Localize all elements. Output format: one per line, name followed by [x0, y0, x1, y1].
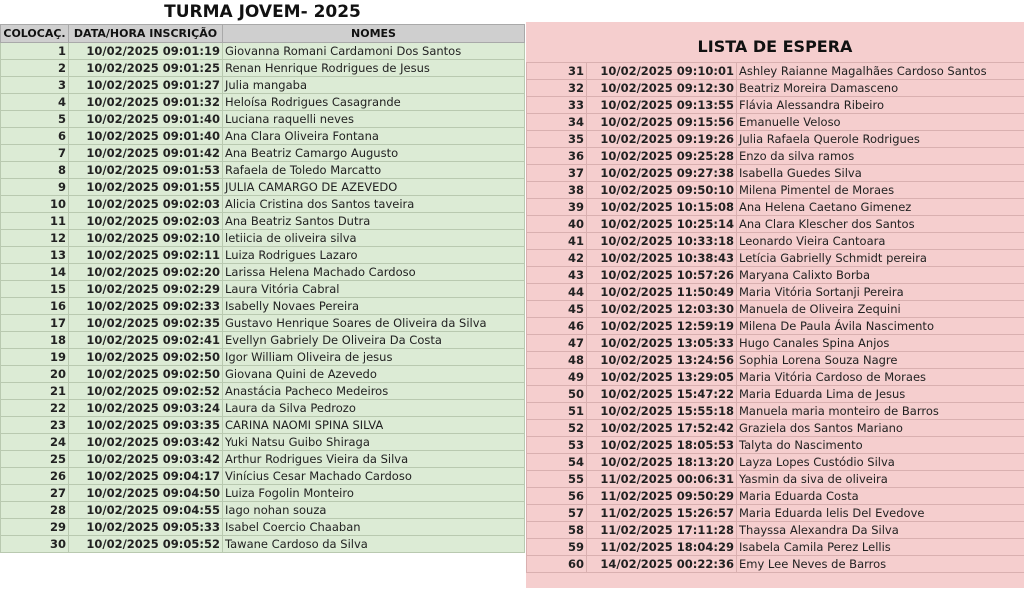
rank-cell: 46	[527, 318, 587, 335]
table-row	[527, 284, 1024, 301]
name-cell: Ana Beatriz Camargo Augusto	[223, 145, 525, 162]
datetime-cell: 10/02/2025 09:12:30	[587, 80, 737, 97]
rank-cell: 6	[1, 128, 69, 145]
name-cell: Ana Clara Oliveira Fontana	[223, 128, 525, 145]
rank-cell: 29	[1, 519, 69, 536]
table-row	[527, 182, 1024, 199]
datetime-cell: 10/02/2025 09:01:40	[69, 111, 223, 128]
rank-cell: 24	[1, 434, 69, 451]
table-row	[527, 454, 1024, 471]
name-cell: Arthur Rodrigues Vieira da Silva	[223, 451, 525, 468]
rank-cell: 14	[1, 264, 69, 281]
rank-cell: 15	[1, 281, 69, 298]
table-row	[527, 318, 1024, 335]
page-title: TURMA JOVEM- 2025	[164, 2, 361, 22]
datetime-cell: 10/02/2025 09:27:38	[587, 165, 737, 182]
name-cell: Heloísa Rodrigues Casagrande	[223, 94, 525, 111]
name-cell: Rafaela de Toledo Marcatto	[223, 162, 525, 179]
rank-cell: 45	[527, 301, 587, 318]
rank-cell: 25	[1, 451, 69, 468]
name-cell: Talyta do Nascimento	[737, 437, 1024, 454]
name-cell: Julia mangaba	[223, 77, 525, 94]
datetime-cell: 10/02/2025 09:02:11	[69, 247, 223, 264]
table-row	[527, 80, 1024, 97]
datetime-cell: 10/02/2025 10:57:26	[587, 267, 737, 284]
datetime-cell: 10/02/2025 09:02:10	[69, 230, 223, 247]
name-cell: Emanuelle Veloso	[737, 114, 1024, 131]
datetime-cell: 10/02/2025 09:01:40	[69, 128, 223, 145]
rank-cell: 17	[1, 315, 69, 332]
rank-header: COLOCAÇ.	[1, 25, 69, 43]
name-cell: Beatriz Moreira Damasceno	[737, 80, 1024, 97]
datetime-cell: 10/02/2025 09:04:17	[69, 468, 223, 485]
name-cell: Ana Clara Klescher dos Santos	[737, 216, 1024, 233]
datetime-cell: 11/02/2025 09:50:29	[587, 488, 737, 505]
table-row	[1, 315, 525, 332]
datetime-cell: 10/02/2025 13:05:33	[587, 335, 737, 352]
rank-cell: 57	[527, 505, 587, 522]
datetime-cell: 10/02/2025 10:15:08	[587, 199, 737, 216]
datetime-cell: 10/02/2025 11:50:49	[587, 284, 737, 301]
table-row	[527, 199, 1024, 216]
datetime-cell: 10/02/2025 09:02:50	[69, 349, 223, 366]
table-row	[527, 488, 1024, 505]
rank-cell: 55	[527, 471, 587, 488]
table-row	[1, 230, 525, 247]
table-row	[1, 536, 525, 553]
name-cell: Milena De Paula Ávila Nascimento	[737, 318, 1024, 335]
table-row	[1, 179, 525, 196]
table-row	[527, 114, 1024, 131]
name-cell: Milena Pimentel de Moraes	[737, 182, 1024, 199]
datetime-cell: 10/02/2025 09:03:42	[69, 451, 223, 468]
enrolled-body	[1, 43, 525, 553]
name-cell: Luciana raquelli neves	[223, 111, 525, 128]
name-cell: Maria Eduarda lelis Del Evedove	[737, 505, 1024, 522]
waitlist-title: LISTA DE ESPERA	[697, 37, 853, 56]
table-row	[527, 352, 1024, 369]
rank-cell: 40	[527, 216, 587, 233]
name-cell: Thayssa Alexandra Da Silva	[737, 522, 1024, 539]
datetime-cell: 10/02/2025 15:47:22	[587, 386, 737, 403]
waitlist-table	[526, 62, 1024, 573]
datetime-cell: 10/02/2025 09:02:03	[69, 196, 223, 213]
datetime-cell: 10/02/2025 18:05:53	[587, 437, 737, 454]
datetime-cell: 10/02/2025 13:24:56	[587, 352, 737, 369]
name-cell: Luiza Rodrigues Lazaro	[223, 247, 525, 264]
name-cell: Enzo da silva ramos	[737, 148, 1024, 165]
table-row	[527, 63, 1024, 80]
table-row	[527, 267, 1024, 284]
datetime-cell: 10/02/2025 09:13:55	[587, 97, 737, 114]
rank-cell: 19	[1, 349, 69, 366]
name-cell: Maria Eduarda Costa	[737, 488, 1024, 505]
table-row	[527, 539, 1024, 556]
datetime-cell: 10/02/2025 09:25:28	[587, 148, 737, 165]
table-row	[1, 383, 525, 400]
table-row	[1, 60, 525, 77]
waitlist-panel	[526, 22, 1024, 588]
datetime-cell: 10/02/2025 13:29:05	[587, 369, 737, 386]
table-row	[527, 556, 1024, 573]
table-row	[1, 519, 525, 536]
rank-cell: 22	[1, 400, 69, 417]
name-cell: Flávia Alessandra Ribeiro	[737, 97, 1024, 114]
rank-cell: 49	[527, 369, 587, 386]
datetime-cell: 11/02/2025 17:11:28	[587, 522, 737, 539]
name-cell: Ana Helena Caetano Gimenez	[737, 199, 1024, 216]
rank-cell: 38	[527, 182, 587, 199]
name-cell: Maria Eduarda Lima de Jesus	[737, 386, 1024, 403]
name-cell: Isabella Guedes Silva	[737, 165, 1024, 182]
name-cell: Isabela Camila Perez Lellis	[737, 539, 1024, 556]
datetime-cell: 10/02/2025 09:01:55	[69, 179, 223, 196]
name-cell: letiicia de oliveira silva	[223, 230, 525, 247]
rank-cell: 43	[527, 267, 587, 284]
table-row	[527, 386, 1024, 403]
datetime-cell: 10/02/2025 09:05:52	[69, 536, 223, 553]
rank-cell: 4	[1, 94, 69, 111]
datetime-cell: 10/02/2025 10:25:14	[587, 216, 737, 233]
datetime-cell: 10/02/2025 09:01:25	[69, 60, 223, 77]
datetime-cell: 10/02/2025 12:59:19	[587, 318, 737, 335]
rank-cell: 53	[527, 437, 587, 454]
datetime-cell: 10/02/2025 09:02:29	[69, 281, 223, 298]
table-row	[1, 281, 525, 298]
rank-cell: 1	[1, 43, 69, 60]
rank-cell: 31	[527, 63, 587, 80]
rank-cell: 12	[1, 230, 69, 247]
name-cell: Luiza Fogolin Monteiro	[223, 485, 525, 502]
table-row	[1, 366, 525, 383]
table-row	[1, 264, 525, 281]
table-row	[1, 162, 525, 179]
name-cell: Iago nohan souza	[223, 502, 525, 519]
name-cell: Julia Rafaela Querole Rodrigues	[737, 131, 1024, 148]
table-row	[527, 437, 1024, 454]
datetime-cell: 10/02/2025 09:03:35	[69, 417, 223, 434]
table-row	[1, 298, 525, 315]
rank-cell: 50	[527, 386, 587, 403]
table-row	[527, 369, 1024, 386]
rank-cell: 7	[1, 145, 69, 162]
datetime-cell: 10/02/2025 09:02:50	[69, 366, 223, 383]
name-cell: Maryana Calixto Borba	[737, 267, 1024, 284]
datetime-cell: 10/02/2025 10:33:18	[587, 233, 737, 250]
rank-cell: 51	[527, 403, 587, 420]
name-cell: Igor William Oliveira de jesus	[223, 349, 525, 366]
datetime-cell: 10/02/2025 09:19:26	[587, 131, 737, 148]
table-row	[1, 77, 525, 94]
table-row	[527, 131, 1024, 148]
name-cell: Giovanna Romani Cardamoni Dos Santos	[223, 43, 525, 60]
name-cell: Anastácia Pacheco Medeiros	[223, 383, 525, 400]
name-cell: Giovana Quini de Azevedo	[223, 366, 525, 383]
rank-cell: 26	[1, 468, 69, 485]
datetime-cell: 10/02/2025 10:38:43	[587, 250, 737, 267]
table-row	[527, 471, 1024, 488]
name-cell: Manuela de Oliveira Zequini	[737, 301, 1024, 318]
rank-cell: 13	[1, 247, 69, 264]
name-cell: Maria Vitória Sortanji Pereira	[737, 284, 1024, 301]
rank-cell: 21	[1, 383, 69, 400]
table-row	[527, 522, 1024, 539]
datetime-cell: 10/02/2025 15:55:18	[587, 403, 737, 420]
table-row	[527, 403, 1024, 420]
rank-cell: 33	[527, 97, 587, 114]
datetime-cell: 10/02/2025 09:01:19	[69, 43, 223, 60]
table-row	[1, 468, 525, 485]
rank-cell: 9	[1, 179, 69, 196]
waitlist-body	[527, 63, 1024, 573]
rank-cell: 39	[527, 199, 587, 216]
table-row	[527, 216, 1024, 233]
table-row	[1, 349, 525, 366]
datetime-cell: 10/02/2025 09:01:32	[69, 94, 223, 111]
name-cell: Hugo Canales Spina Anjos	[737, 335, 1024, 352]
rank-cell: 54	[527, 454, 587, 471]
rank-cell: 41	[527, 233, 587, 250]
rank-cell: 59	[527, 539, 587, 556]
table-row	[1, 247, 525, 264]
name-cell: Yasmin da siva de oliveira	[737, 471, 1024, 488]
name-cell: Vinícius Cesar Machado Cardoso	[223, 468, 525, 485]
table-row	[527, 97, 1024, 114]
rank-cell: 52	[527, 420, 587, 437]
rank-cell: 18	[1, 332, 69, 349]
rank-cell: 37	[527, 165, 587, 182]
name-cell: Isabelly Novaes Pereira	[223, 298, 525, 315]
datetime-cell: 10/02/2025 09:02:03	[69, 213, 223, 230]
name-cell: Maria Vitória Cardoso de Moraes	[737, 369, 1024, 386]
rank-cell: 32	[527, 80, 587, 97]
datetime-cell: 10/02/2025 09:03:42	[69, 434, 223, 451]
datetime-cell: 11/02/2025 15:26:57	[587, 505, 737, 522]
datetime-cell: 10/02/2025 09:02:20	[69, 264, 223, 281]
rank-cell: 34	[527, 114, 587, 131]
rank-cell: 44	[527, 284, 587, 301]
rank-cell: 8	[1, 162, 69, 179]
rank-cell: 3	[1, 77, 69, 94]
table-row	[527, 148, 1024, 165]
name-cell: Yuki Natsu Guibo Shiraga	[223, 434, 525, 451]
table-row	[1, 196, 525, 213]
rank-cell: 11	[1, 213, 69, 230]
datetime-cell: 10/02/2025 18:13:20	[587, 454, 737, 471]
datetime-cell: 10/02/2025 09:02:41	[69, 332, 223, 349]
datetime-cell: 10/02/2025 09:02:52	[69, 383, 223, 400]
name-cell: Isabel Coercio Chaaban	[223, 519, 525, 536]
name-cell: Graziela dos Santos Mariano	[737, 420, 1024, 437]
table-row	[1, 111, 525, 128]
table-row	[1, 400, 525, 417]
table-row	[1, 485, 525, 502]
name-cell: JULIA CAMARGO DE AZEVEDO	[223, 179, 525, 196]
name-cell: CARINA NAOMI SPINA SILVA	[223, 417, 525, 434]
name-cell: Letícia Gabrielly Schmidt pereira	[737, 250, 1024, 267]
table-row	[1, 332, 525, 349]
name-cell: Sophia Lorena Souza Nagre	[737, 352, 1024, 369]
datetime-cell: 10/02/2025 09:04:50	[69, 485, 223, 502]
name-cell: Manuela maria monteiro de Barros	[737, 403, 1024, 420]
table-row	[1, 502, 525, 519]
name-header: NOMES	[223, 25, 525, 43]
rank-cell: 28	[1, 502, 69, 519]
rank-cell: 16	[1, 298, 69, 315]
datetime-header: DATA/HORA INSCRIÇÃO	[69, 25, 223, 43]
datetime-cell: 10/02/2025 09:05:33	[69, 519, 223, 536]
datetime-cell: 10/02/2025 09:01:42	[69, 145, 223, 162]
rank-cell: 48	[527, 352, 587, 369]
rank-cell: 20	[1, 366, 69, 383]
table-row	[1, 434, 525, 451]
name-cell: Leonardo Vieira Cantoara	[737, 233, 1024, 250]
rank-cell: 42	[527, 250, 587, 267]
name-cell: Emy Lee Neves de Barros	[737, 556, 1024, 573]
rank-cell: 2	[1, 60, 69, 77]
name-cell: Layza Lopes Custódio Silva	[737, 454, 1024, 471]
name-cell: Tawane Cardoso da Silva	[223, 536, 525, 553]
datetime-cell: 10/02/2025 12:03:30	[587, 301, 737, 318]
datetime-cell: 10/02/2025 09:04:55	[69, 502, 223, 519]
rank-cell: 27	[1, 485, 69, 502]
rank-cell: 47	[527, 335, 587, 352]
rank-cell: 30	[1, 536, 69, 553]
name-cell: Larissa Helena Machado Cardoso	[223, 264, 525, 281]
table-row	[1, 145, 525, 162]
rank-cell: 36	[527, 148, 587, 165]
table-row	[527, 233, 1024, 250]
table-row	[527, 335, 1024, 352]
table-row	[527, 505, 1024, 522]
datetime-cell: 14/02/2025 00:22:36	[587, 556, 737, 573]
datetime-cell: 10/02/2025 09:01:27	[69, 77, 223, 94]
datetime-cell: 10/02/2025 17:52:42	[587, 420, 737, 437]
table-row	[527, 420, 1024, 437]
rank-cell: 60	[527, 556, 587, 573]
table-row	[1, 213, 525, 230]
rank-cell: 58	[527, 522, 587, 539]
name-cell: Laura Vitória Cabral	[223, 281, 525, 298]
table-row	[1, 128, 525, 145]
datetime-cell: 10/02/2025 09:10:01	[587, 63, 737, 80]
table-row	[1, 451, 525, 468]
name-cell: Ana Beatriz Santos Dutra	[223, 213, 525, 230]
name-cell: Laura da Silva Pedrozo	[223, 400, 525, 417]
rank-cell: 5	[1, 111, 69, 128]
datetime-cell: 10/02/2025 09:50:10	[587, 182, 737, 199]
rank-cell: 56	[527, 488, 587, 505]
name-cell: Evellyn Gabriely De Oliveira Da Costa	[223, 332, 525, 349]
datetime-cell: 11/02/2025 18:04:29	[587, 539, 737, 556]
datetime-cell: 10/02/2025 09:03:24	[69, 400, 223, 417]
table-row	[1, 94, 525, 111]
table-row	[1, 43, 525, 60]
name-cell: Ashley Raianne Magalhães Cardoso Santos	[737, 63, 1024, 80]
rank-cell: 10	[1, 196, 69, 213]
table-row	[527, 250, 1024, 267]
table-row	[527, 165, 1024, 182]
name-cell: Renan Henrique Rodrigues de Jesus	[223, 60, 525, 77]
datetime-cell: 10/02/2025 09:15:56	[587, 114, 737, 131]
name-cell: Alicia Cristina dos Santos taveira	[223, 196, 525, 213]
datetime-cell: 10/02/2025 09:02:33	[69, 298, 223, 315]
header-row	[1, 25, 525, 43]
datetime-cell: 11/02/2025 00:06:31	[587, 471, 737, 488]
table-row	[1, 417, 525, 434]
rank-cell: 23	[1, 417, 69, 434]
enrolled-table	[0, 24, 525, 553]
datetime-cell: 10/02/2025 09:02:35	[69, 315, 223, 332]
rank-cell: 35	[527, 131, 587, 148]
table-row	[527, 301, 1024, 318]
datetime-cell: 10/02/2025 09:01:53	[69, 162, 223, 179]
name-cell: Gustavo Henrique Soares de Oliveira da Silva	[223, 315, 525, 332]
